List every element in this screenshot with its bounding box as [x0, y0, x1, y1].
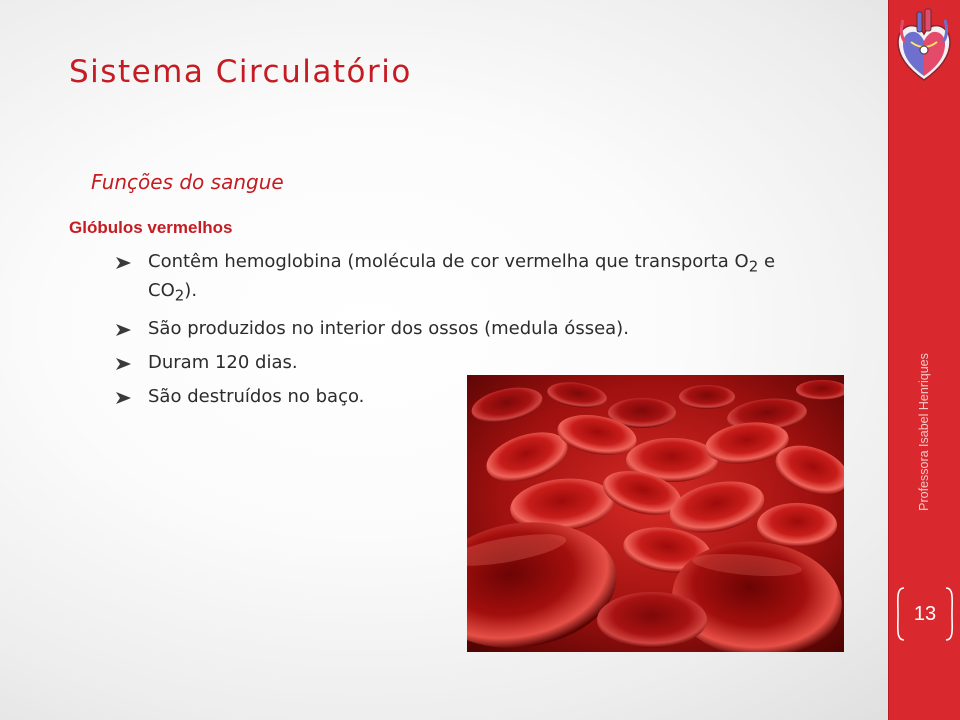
page-number-badge — [894, 586, 956, 642]
bullet-item — [116, 351, 806, 375]
bullet-item — [116, 317, 806, 341]
bullet-text: Duram 120 dias. — [148, 352, 298, 374]
bullet-item — [116, 250, 806, 307]
arrow-bullet-icon — [116, 324, 131, 336]
arrow-bullet-icon — [116, 358, 131, 370]
bullet-text: São destruídos no baço. — [148, 386, 365, 408]
slide-subtitle: Funções do sangue — [91, 170, 284, 194]
slide-title: Sistema Circulatório — [69, 54, 412, 90]
heart-anatomy-icon — [893, 6, 955, 84]
red-blood-cells-image — [467, 375, 844, 652]
section-heading: Glóbulos vermelhos — [69, 218, 233, 237]
arrow-bullet-icon — [116, 392, 131, 404]
arrow-bullet-icon — [116, 257, 131, 269]
bullet-text: São produzidos no interior dos ossos (medula óssea). — [148, 318, 629, 340]
sidebar-divider — [888, 0, 889, 720]
bullet-text: Contêm hemoglobina (molécula de cor vermelha que transporta $O_2$ e $CO_2$). — [148, 251, 776, 305]
footer-author: Professora Isabel Henriques — [917, 353, 931, 511]
page-number: 13 — [913, 602, 937, 625]
